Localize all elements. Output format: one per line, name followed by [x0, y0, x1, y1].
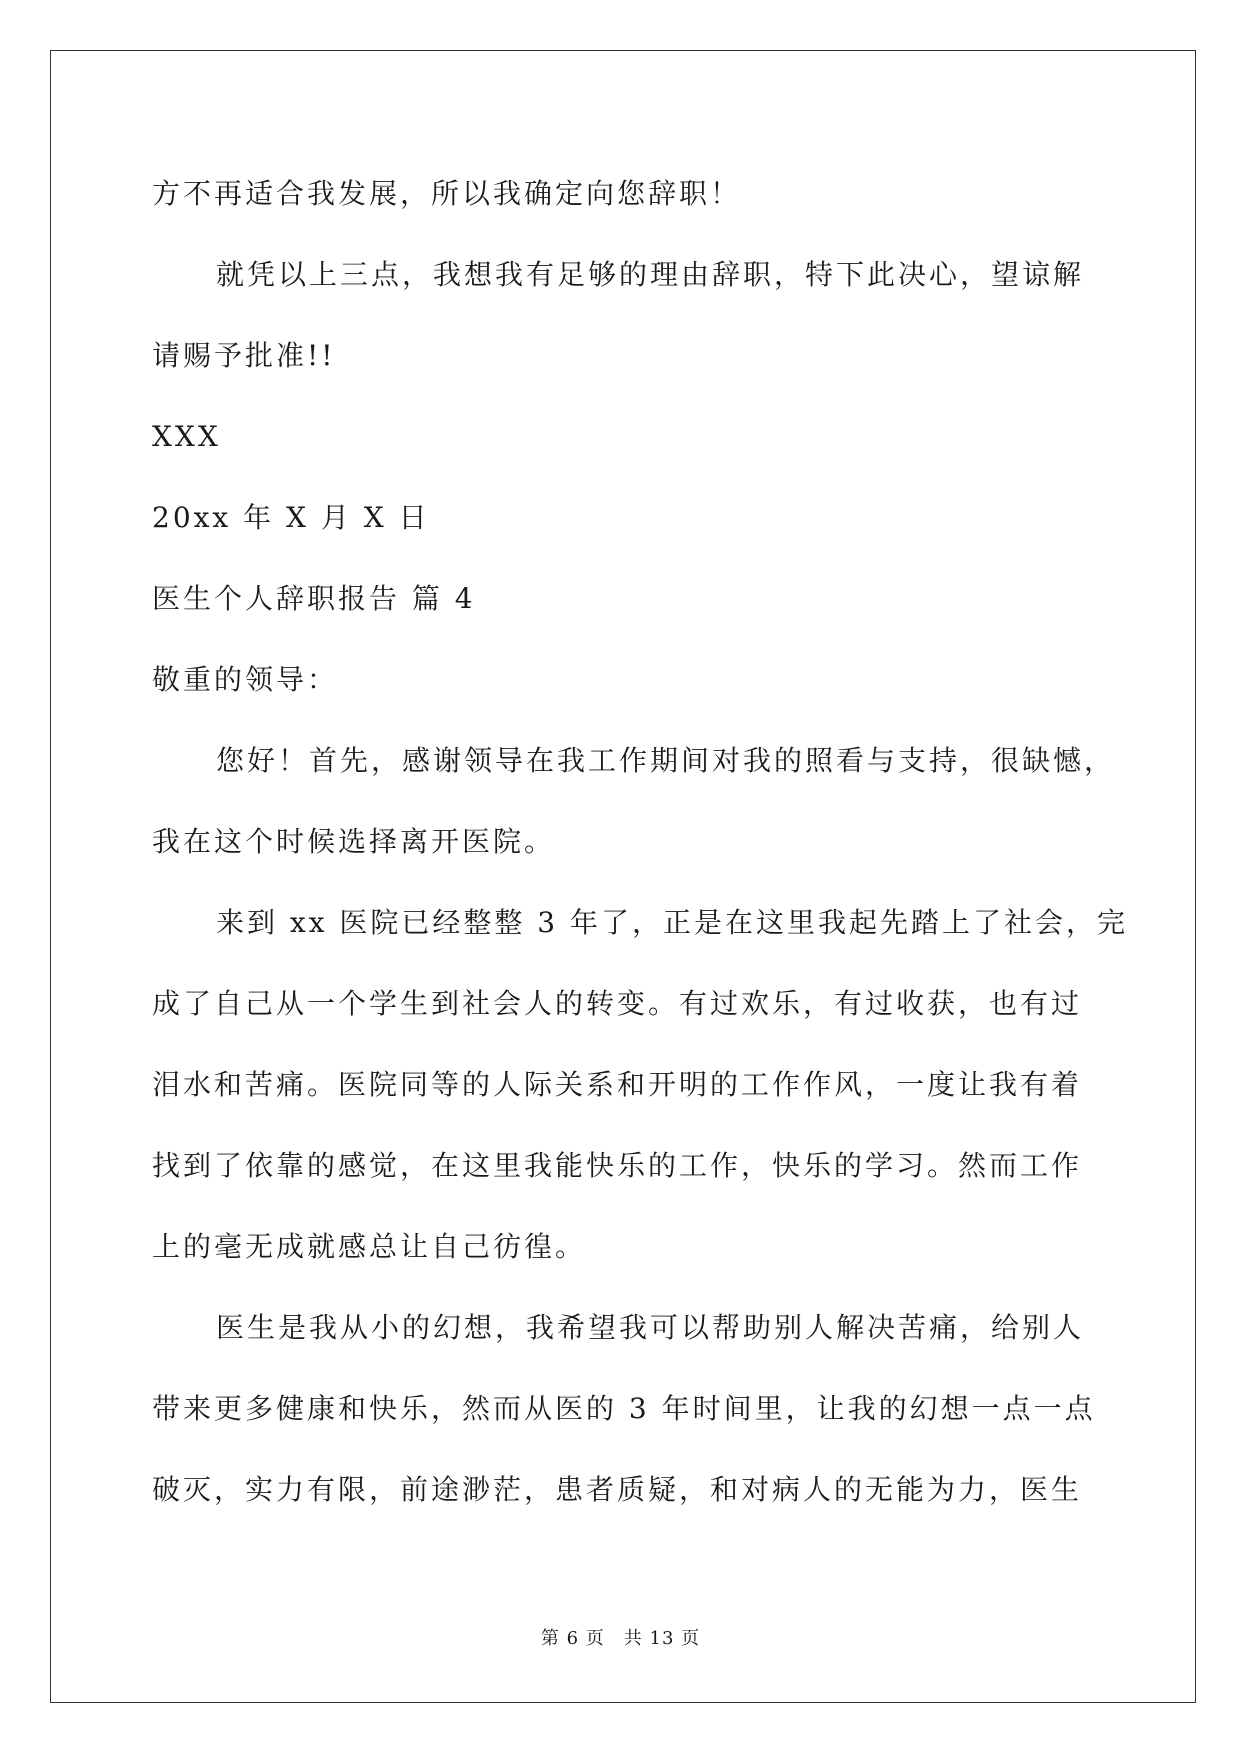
text-line: 泪水和苦痛。医院同等的人际关系和开明的工作作风，一度让我有着 [152, 1068, 1083, 1101]
text-line: 就凭以上三点，我想我有足够的理由辞职，特下此决心，望谅解 [216, 258, 1085, 291]
text-line: 成了自己从一个学生到社会人的转变。有过欢乐，有过收获，也有过 [152, 987, 1083, 1020]
text-line: 医生是我从小的幻想，我希望我可以帮助别人解决苦痛，给别人 [216, 1311, 1085, 1344]
text-line: 带来更多健康和快乐，然而从医的 3 年时间里，让我的幻想一点一点 [152, 1392, 1096, 1425]
text-line: 我在这个时候选择离开医院。 [152, 825, 556, 858]
text-line: 找到了依靠的感觉，在这里我能快乐的工作，快乐的学习。然而工作 [152, 1149, 1083, 1182]
text-line: 方不再适合我发展，所以我确定向您辞职！ [152, 177, 742, 210]
section-heading: 医生个人辞职报告 篇 4 [152, 582, 476, 615]
text-line: 上的毫无成就感总让自己彷徨。 [152, 1230, 587, 1263]
salutation: 敬重的领导： [152, 663, 339, 696]
signature-name: XXX [152, 420, 221, 453]
page-number-footer: 第 6 页 共 13 页 [540, 1628, 701, 1649]
text-line: 您好！首先，感谢领导在我工作期间对我的照看与支持，很缺憾， [216, 744, 1116, 777]
text-line: 请赐予批准!! [152, 339, 336, 372]
signature-date: 20xx 年 X 月 X 日 [152, 501, 430, 534]
text-line: 来到 xx 医院已经整整 3 年了，正是在这里我起先踏上了社会，完 [216, 906, 1129, 939]
page-border [50, 50, 1196, 1703]
text-line: 破灭，实力有限，前途渺茫，患者质疑，和对病人的无能为力，医生 [152, 1473, 1083, 1506]
